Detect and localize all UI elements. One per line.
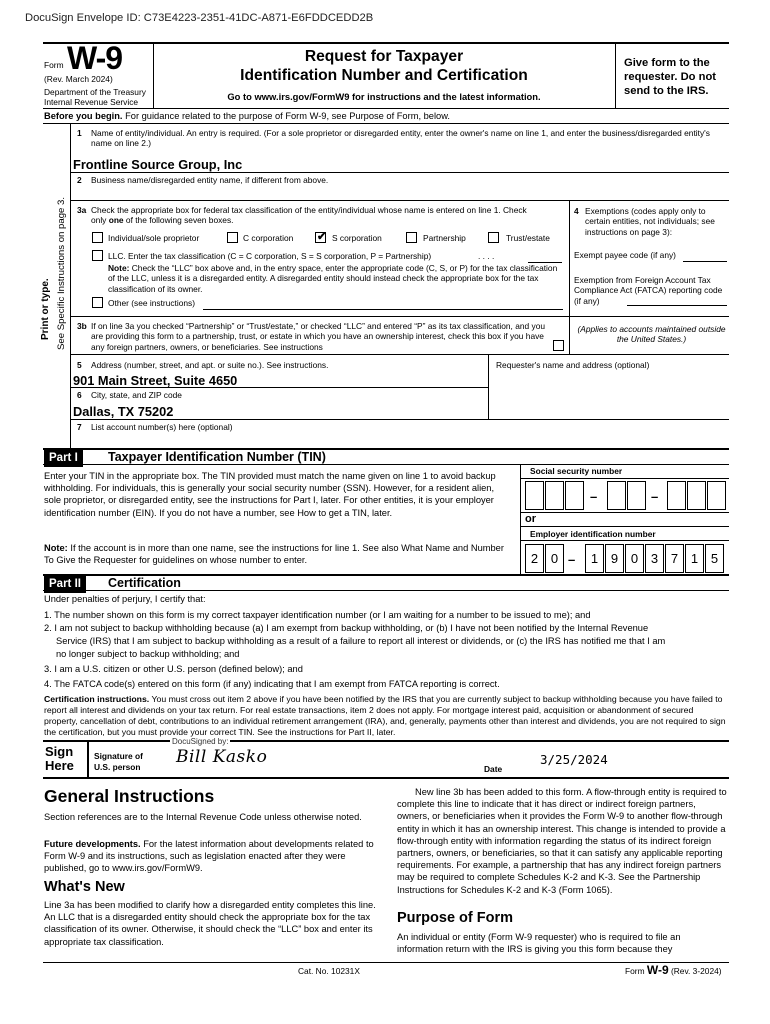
part2-title: Certification [108,576,181,590]
before-you-begin [44,110,450,122]
checkbox-individual[interactable] [92,232,103,243]
fatca-applies: (Applies to accounts maintained outside the United States.) [577,324,726,345]
checkbox-foreign-partners[interactable] [553,340,564,351]
exemptions-rule [569,316,729,317]
llc-note: Note: Check the “LLC” box above and, in the entry space, enter the appropriate code (C, S, or P) for the tax classification of the LLC, unless it is a disregarded entity. A disregarded entity should instead check the appropriate box for the tax classification of its owner. [108,263,558,294]
ssn-digit-6[interactable] [667,481,686,510]
give-form-line3: send to the IRS. [624,85,709,97]
line2-label: Business name/disregarded entity name, if different from above. [91,175,329,185]
address-field[interactable]: 901 Main Street, Suite 4650 [73,373,238,388]
label-trust: Trust/estate [506,233,550,243]
exemptions-title: Exemptions (codes apply only to certain entities, not individuals; see instructions on page 3): [585,206,715,237]
ssn-label: Social security number [530,466,623,476]
before-label: Before you begin. [44,111,123,121]
header-bottom-rule [43,108,729,109]
requester-divider [488,354,489,420]
footer-form-id: Form W-9 (Rev. 3-2024) [625,963,722,977]
ssn-dash-1: – [590,489,598,504]
ssn-dash-2: – [651,489,659,504]
before-text: For guidance related to the purpose of Form W-9, see Purpose of Form, below. [125,111,450,121]
ein-digit-6[interactable]: 3 [645,544,664,573]
ein-digit-8[interactable]: 1 [685,544,704,573]
part2-rule [43,590,729,591]
ssn-digit-4[interactable] [607,481,626,510]
ssn-digit-7[interactable] [687,481,706,510]
label-llc: LLC. Enter the tax classification (C = C corporation, S = S corporation, P = Partnership) [108,251,432,261]
whats-new-text: Line 3a has been modified to clarify how a disregarded entity completes this line. An LLC that is a disregarded entity should check the appropriate box for the tax classification of its owner. Otherwise, it should check the “LLC” box and enter its appropriate tax classification. [44,900,376,947]
other-field[interactable] [203,309,563,310]
ein-digit-4[interactable]: 9 [605,544,624,573]
line5-rule [70,387,488,388]
exemptions-number: 4 [574,206,579,216]
sign-bottom-rule [43,777,729,779]
part1-label: Part I [44,450,83,467]
cert-item-2b: Service (IRS) that I am subject to backup withholding as a result of a failure to report all interest or dividends, or (c) the IRS has notified me that I am [56,636,666,646]
line6-rule [70,419,729,420]
envelope-id: DocuSign Envelope ID: C73E4223-2351-41DC-A871-E6FDDCEDD2B [25,12,374,24]
signature-field[interactable]: Bill Kasko [176,747,268,767]
form-word: Form [44,60,64,70]
line3a-number: 3a [77,205,87,215]
label-individual: Individual/sole proprietor [108,233,200,243]
line7-label: List account number(s) here (optional) [91,422,233,432]
checkbox-c-corp[interactable] [227,232,238,243]
ssn-digit-8[interactable] [707,481,726,510]
part1-note: Note: If the account is in more than one name, see the instructions for line 1. See also What Name and Number To Give the Requester for guidelines on whose number to enter. [44,543,504,566]
line3b-explainer: New line 3b has been added to this form. A flow-through entity is required to complete this line to indicate that it has direct or indirect foreign partners, owners, or beneficiaries when it provides the Form W-9 to another flow-through entity in which it has an ownership interest. This change is intended to provide a flow-through entity with information regarding the status of its indirect foreign partners, owners, or beneficiaries, so that it can satisfy any applicable reporting requirements. For example, a partnership that has any indirect foreign partners may be required to complete Schedules K-2 and K-3. See the Partnership Instructions for Schedules K-2 and K-3 (Form 1065). [397,787,727,895]
ssn-digit-3[interactable] [565,481,584,510]
label-s-corp: S corporation [332,233,382,243]
line2-number: 2 [77,175,82,185]
date-label: Date [484,764,503,774]
requester-label: Requester's name and address (optional) [496,360,650,370]
ein-top-rule [520,526,729,527]
ein-digit-1[interactable]: 2 [525,544,544,573]
purpose-heading: Purpose of Form [397,910,514,926]
sidebar-see-instructions: See Specific Instructions on page 3. [56,196,67,350]
label-c-corp: C corporation [243,233,294,243]
sidebar-print-or-type: Print or type. [40,278,51,340]
tin-divider [520,464,521,574]
part1-title: Taxpayer Identification Number (TIN) [108,450,326,464]
sign-top-rule [43,740,729,742]
ein-digit-3[interactable]: 1 [585,544,604,573]
general-p1: Section references are to the Internal Revenue Code unless otherwise noted. [44,812,362,822]
signature-label-1: Signature of [94,751,143,761]
cert-instructions: Certification instructions. You must cross out item 2 above if you have been notified by the IRS that you are currently subject to backup withholding because you have failed to report all interest and dividends on your tax return. For real estate transactions, item 2 does not apply. For mortgage interest paid, acquisition or abandonment of secured property, cancellation of debt, contributions to an individual retirement arrangement (IRA), and, generally, payments other than interest and dividends, you are not required to sign the certification, but you must provide your correct TIN. See the instructions for Part II, later. [44,694,726,737]
label-partnership: Partnership [423,233,466,243]
ein-digit-5[interactable]: 0 [625,544,644,573]
agency: Internal Revenue Service [44,97,139,107]
give-form-line1: Give form to the [624,57,710,69]
instructions-link[interactable]: Go to www.irs.gov/FormW9 for instructions and the latest information. [227,91,541,102]
line3b-text: If on line 3a you checked “Partnership” or “Trust/estate,” or checked “LLC” and entered “P” as its tax classification, and you are providing this form to a partnership, trust, or estate in which you have an ownership interest, check this box if you have any foreign partners, owners, or beneficiaries. See instructions [91,321,546,352]
ein-label: Employer identification number [530,529,656,539]
city-state-zip-field[interactable]: Dallas, TX 75202 [73,404,174,419]
line3b-number: 3b [77,321,87,331]
ein-label-rule [520,540,729,541]
docusigned-by: DocuSigned by: [172,737,229,746]
line3a-label-2: only one of the following seven boxes. [91,215,234,225]
part1-rule [43,464,729,465]
line3a-label: Check the appropriate box for federal tax classification of the entity/individual whose name is entered on line 1. Check [91,205,527,215]
part1-paragraph: Enter your TIN in the appropriate box. The TIN provided must match the name given on line 1 to avoid backup withholding. For individuals, this is generally your social security number (SSN). However, for a resident alien, sole proprietor, or disregarded entity, see the instructions for Part I, later. For other entities, it is your employer identification number (EIN). If you do not have a number, see How to get a TIN, later. [44,471,496,518]
line1-label: Name of entity/individual. An entry is required. (For a sole proprietor or disregarded entity, enter the owner's name on line 1, and enter the business/disregarded entity's name on line 2.) [91,128,710,149]
check-mark-icon: ✔ [317,231,327,243]
fatca-field[interactable] [627,305,727,306]
exemptions-divider [569,200,570,354]
or-label: or [525,513,536,525]
llc-dots: . . . . [478,251,495,261]
checkbox-trust[interactable] [488,232,499,243]
form-revision: (Rev. March 2024) [44,74,113,84]
line6-number: 6 [77,390,82,400]
label-other: Other (see instructions) [108,298,196,308]
fatca-label: Exemption from Foreign Account Tax Compliance Act (FATCA) reporting code (if any) [574,275,723,306]
ein-digit-9[interactable]: 5 [705,544,724,573]
signature-label-2: U.S. person [94,762,141,772]
checkbox-partnership[interactable] [406,232,417,243]
entity-name-field[interactable]: Frontline Source Group, Inc [73,157,243,172]
general-instructions-heading: General Instructions [44,786,215,806]
exempt-payee-label: Exempt payee code (if any) [574,250,676,260]
ssn-digit-1[interactable] [525,481,544,510]
sign-label: Sign [45,744,74,759]
ein-digit-2[interactable]: 0 [545,544,564,573]
line2-rule [70,200,729,201]
footer-rule [43,962,729,963]
form-title-line1: Request for Taxpayer [304,48,464,65]
line5-number: 5 [77,360,82,370]
form-number: W-9 [67,40,123,76]
date-value[interactable]: 3/25/2024 [540,752,608,767]
exempt-payee-field[interactable] [683,261,727,262]
ein-dash: – [568,552,576,567]
checkbox-other[interactable] [92,297,103,308]
sign-divider [87,741,89,777]
cert-item-4: 4. The FATCA code(s) entered on this form (if any) indicating that I am exempt from FATCA reporting is correct. [44,679,500,689]
certify-intro: Under penalties of perjury, I certify that: [44,594,206,604]
part2-label: Part II [44,576,86,593]
checkbox-llc[interactable] [92,250,103,261]
line1-rule [70,172,729,173]
catalog-number: Cat. No. 10231X [298,966,360,976]
purpose-text: An individual or entity (Form W-9 requester) who is required to file an information return with the IRS is giving you this form because they [397,932,681,955]
department: Department of the Treasury [44,87,146,97]
line7-number: 7 [77,422,82,432]
ssn-digit-5[interactable] [627,481,646,510]
give-form-line2: requester. Do not [624,71,717,83]
ssn-digit-9[interactable] [727,481,729,510]
ein-digit-7[interactable]: 7 [665,544,684,573]
cert-item-3: 3. I am a U.S. citizen or other U.S. person (defined below); and [44,664,303,674]
whats-new-heading: What's New [44,879,125,895]
cert-item-2: 2. I am not subject to backup withholding because (a) I am exempt from backup withholding, or (b) I have not been notified by the Internal Revenue [44,623,649,633]
line5-label: Address (number, street, and apt. or suite no.). See instructions. [91,360,329,370]
line3a-rule [70,316,569,317]
ssn-bottom-rule [520,512,729,513]
ssn-digit-2[interactable] [545,481,564,510]
line6-label: City, state, and ZIP code [91,390,182,400]
line1-number: 1 [77,128,82,138]
form-title-line2: Identification Number and Certification [240,67,528,84]
header-divider-right [615,43,616,108]
line3b-rule [70,354,729,355]
checkbox-s-corp[interactable] [315,232,326,243]
before-rule [43,123,729,124]
ssn-label-rule [520,478,729,479]
cert-item-1: 1. The number shown on this form is my correct taxpayer identification number (or I am waiting for a number to be issued to me); and [44,610,591,620]
header-top-rule [43,42,729,44]
cert-item-2c: no longer subject to backup withholding; and [56,649,240,659]
general-p2: Future developments. For the latest information about developments related to Form W-9 and its instructions, such as legislation enacted after they were published, go to www.irs.gov/FormW9. [44,839,374,874]
here-label: Here [45,758,74,773]
